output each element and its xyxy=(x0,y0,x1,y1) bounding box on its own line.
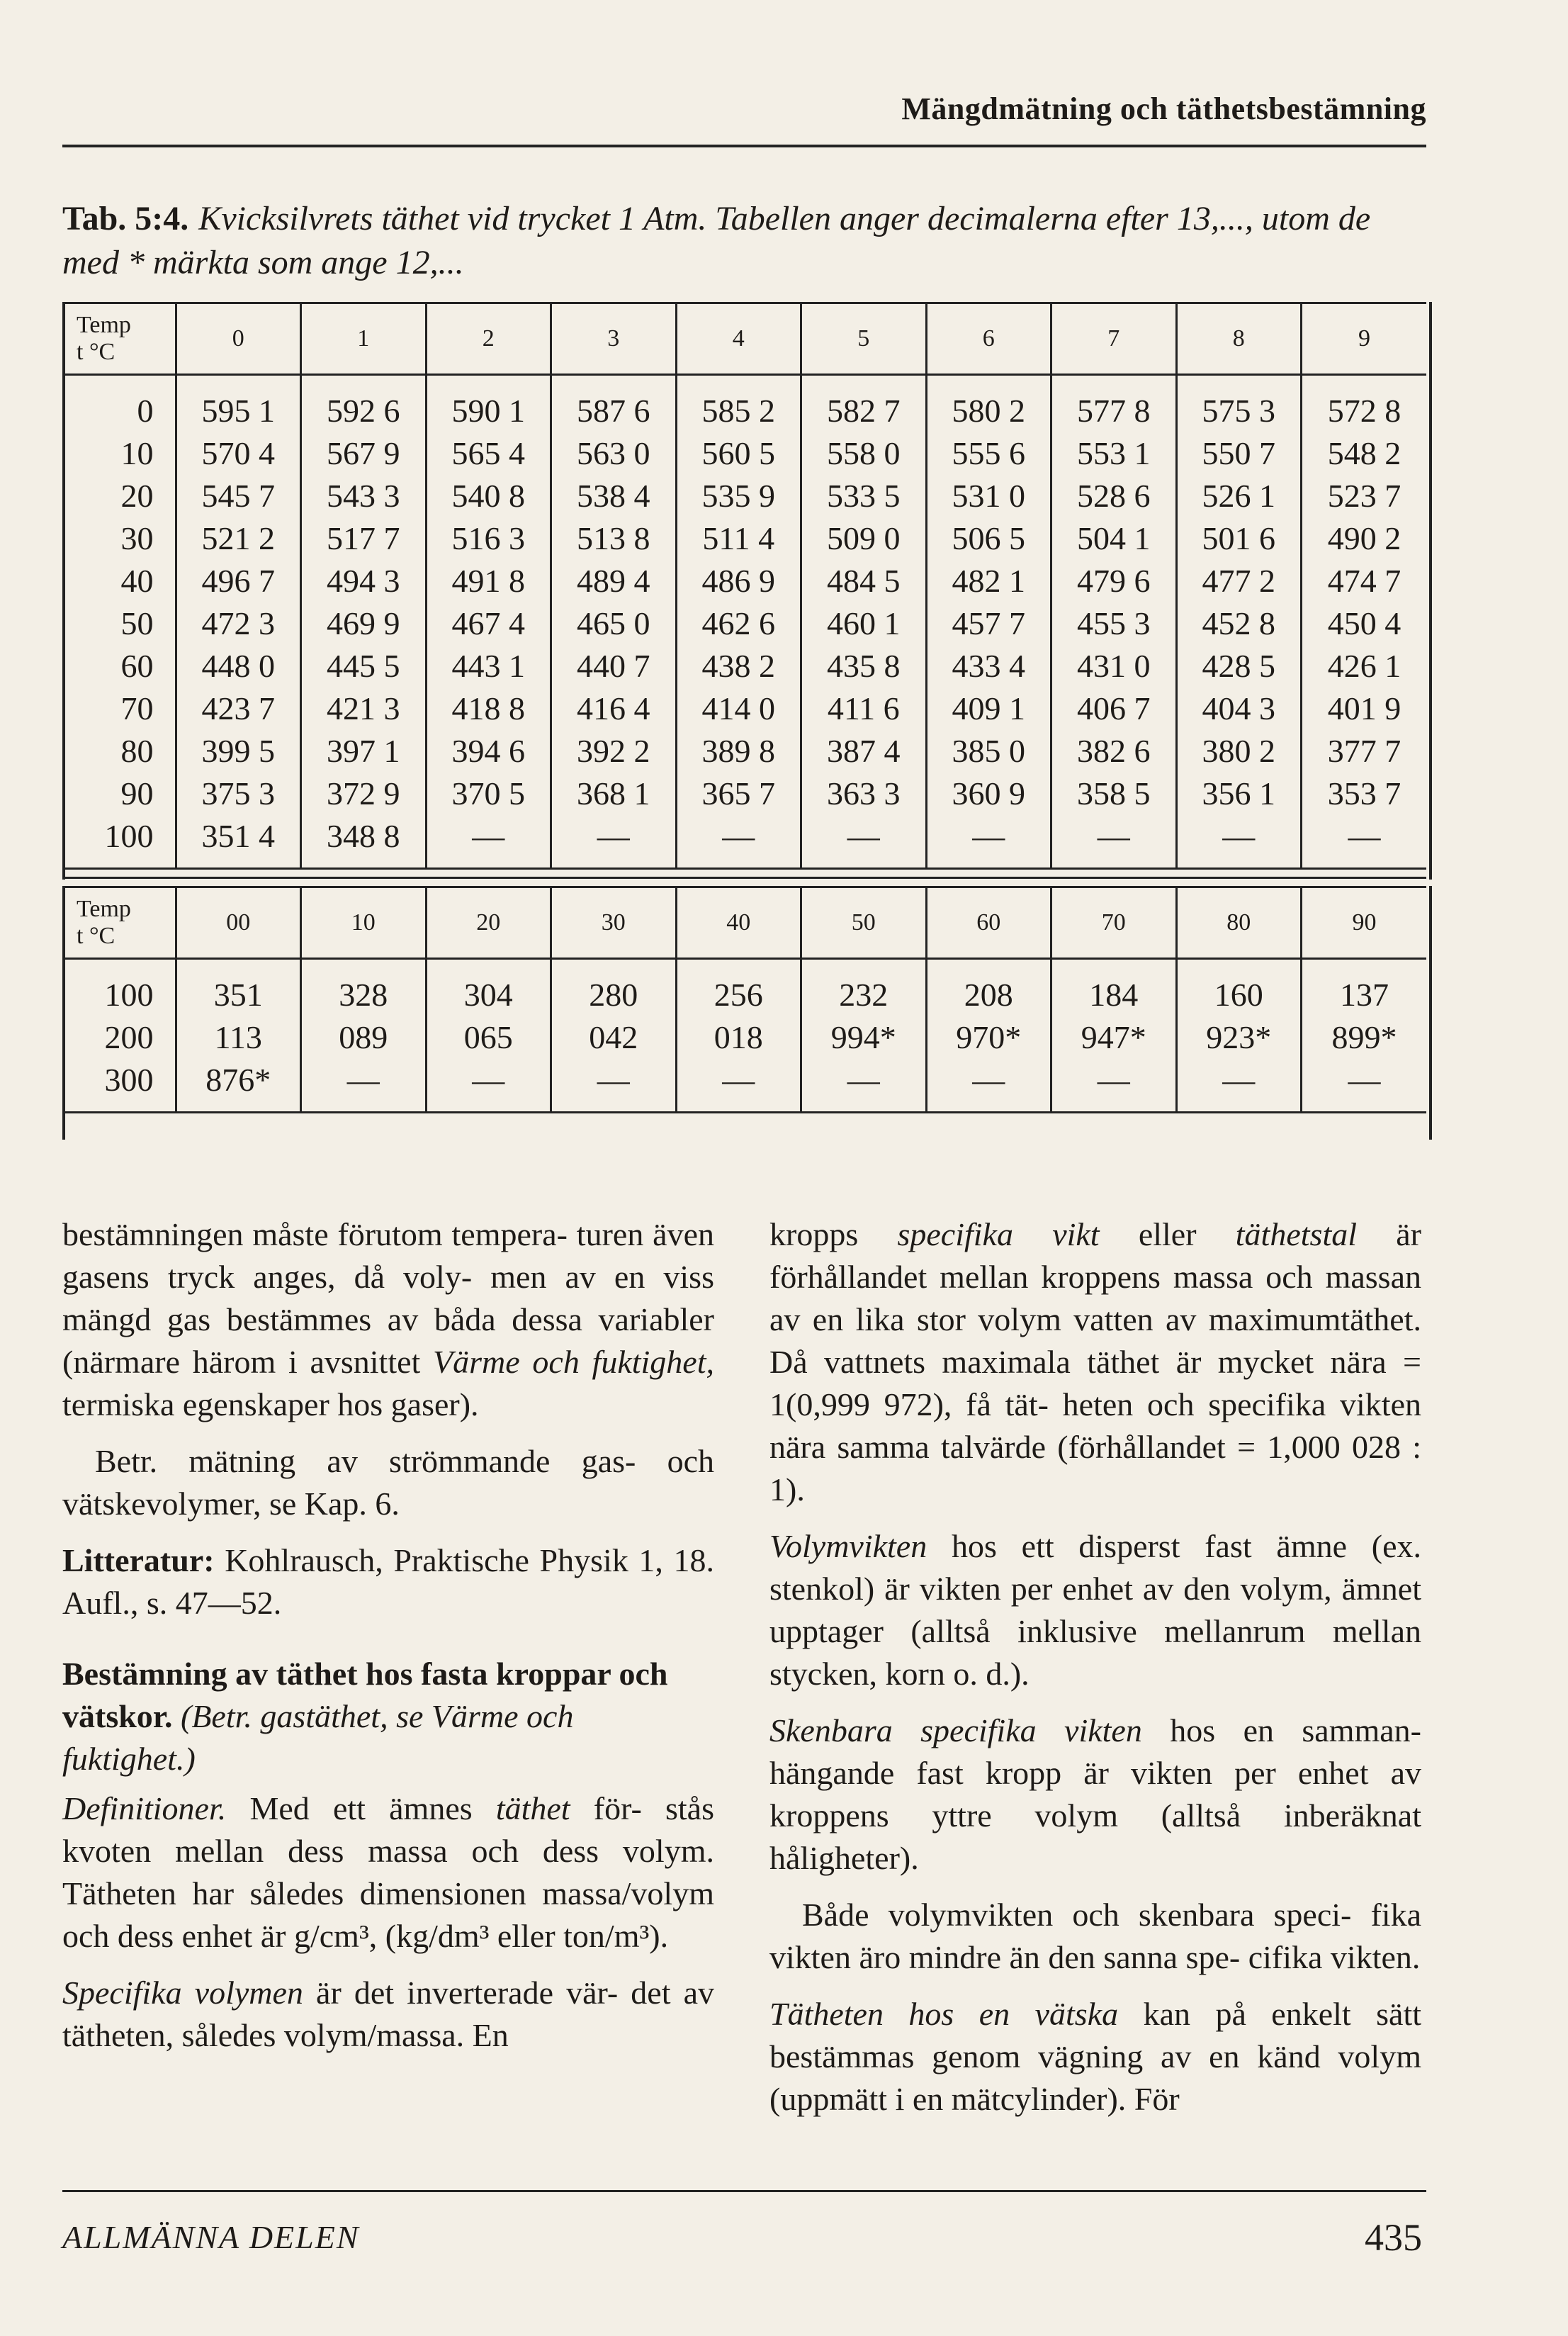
temperature-cell: 0 xyxy=(137,393,154,429)
table-frame xyxy=(62,886,1432,1140)
table-cell: 389 8 xyxy=(676,730,801,773)
table-cell: 555 6 xyxy=(926,432,1051,475)
paragraph: Definitioner. Med ett ämnes täthet för- stås kvoten mellan dess massa och dess volym. Tätheten har således dimensionen massa/volym och dess enhet är g/cm³, (kg/dm³ eller ton/m³). xyxy=(62,1790,715,1954)
column-header: 5 xyxy=(801,303,927,375)
table-cell: 484 5 xyxy=(801,560,927,602)
table-cell: — xyxy=(1051,815,1177,858)
table-cell: 380 2 xyxy=(1176,730,1302,773)
paragraph: Skenbara specifika vikten hos en samman- hängande fast kropp är vikten per enhet av kroppens yttre volym (alltså inberäknat håligheter). xyxy=(769,1712,1422,1876)
table-cell: 232 xyxy=(801,974,927,1016)
table-cell: 509 0 xyxy=(801,517,927,560)
temperature-cell: 40 xyxy=(120,563,154,599)
table-cell: 375 3 xyxy=(176,773,301,815)
table-cell: 511 4 xyxy=(676,517,801,560)
table-cell: 553 1 xyxy=(1051,432,1177,475)
paragraph: Specifika volymen är det inverterade vär- det av tätheten, således volym/massa. En xyxy=(62,1975,715,2053)
table-cell: 401 9 xyxy=(1302,687,1427,730)
header-rule xyxy=(62,145,1426,147)
table-cell: 404 3 xyxy=(1176,687,1302,730)
literature-reference: Litteratur: Kohlrausch, Praktische Physik 1, 18. Aufl., s. 47—52. xyxy=(62,1542,715,1621)
table-cell: 548 2 xyxy=(1302,432,1427,475)
table-cell: — xyxy=(801,1059,927,1101)
column-header: 30 xyxy=(551,887,677,959)
table-cell: 394 6 xyxy=(426,730,551,773)
table-cell: 356 1 xyxy=(1176,773,1302,815)
table-cell: 479 6 xyxy=(1051,560,1177,602)
table-cell: 089 xyxy=(301,1016,427,1059)
table-cell: 455 3 xyxy=(1051,602,1177,645)
table-cell: 486 9 xyxy=(676,560,801,602)
table-cell: — xyxy=(1176,815,1302,858)
temperature-cell: 100 xyxy=(104,818,154,854)
table-cell: — xyxy=(926,815,1051,858)
table-cell: 563 0 xyxy=(551,432,677,475)
table-cell: 572 8 xyxy=(1302,390,1427,432)
table-cell: 414 0 xyxy=(676,687,801,730)
table-cell: 440 7 xyxy=(551,645,677,687)
table-cell: 358 5 xyxy=(1051,773,1177,815)
table-cell: 351 4 xyxy=(176,815,301,858)
text-column-left xyxy=(62,1213,714,2071)
table-cell: 392 2 xyxy=(551,730,677,773)
paragraph: bestämningen måste förutom tempera- turen även gasens tryck anges, då voly- men av en viss mängd gas bestämmes av båda dessa variabler (närmare härom i avsnittet Värme och fuktighet, termiska egenskaper hos gaser). xyxy=(62,1216,715,1422)
paragraph: kropps specifika vikt eller täthetstal är förhållandet mellan kroppens massa och massan av en lika stor volym vatten av maximumtäthet. Då vattnets maximala täthet är mycket nära = 1(0,999 972), få tät- heten och specifika vikten nära samma talvärde (förhållandet = 1,000 028 : 1). xyxy=(769,1216,1421,1507)
table-cell: 460 1 xyxy=(801,602,927,645)
table-cell: — xyxy=(676,1059,801,1101)
table-cell: 208 xyxy=(926,974,1051,1016)
table-cell: 360 9 xyxy=(926,773,1051,815)
running-head: Mängdmätning och täthetsbestämning xyxy=(901,91,1426,126)
table-cell: 489 4 xyxy=(551,560,677,602)
footer-rule xyxy=(62,2190,1426,2192)
table-cell: — xyxy=(1051,1059,1177,1101)
table-cell: 462 6 xyxy=(676,602,801,645)
table-cell: 365 7 xyxy=(676,773,801,815)
table-cell: 280 xyxy=(551,974,677,1016)
table-cell: 018 xyxy=(676,1016,801,1059)
temp-header: Temp t °C xyxy=(62,887,176,959)
temperature-cell: 20 xyxy=(120,478,154,514)
table-cell: 418 8 xyxy=(426,687,551,730)
table-cell: 387 4 xyxy=(801,730,927,773)
table-cell: 416 4 xyxy=(551,687,677,730)
table-cell: 517 7 xyxy=(301,517,427,560)
table-cell: 528 6 xyxy=(1051,475,1177,517)
text-column-right xyxy=(769,1213,1421,2135)
table-cell: 382 6 xyxy=(1051,730,1177,773)
table-cell: 550 7 xyxy=(1176,432,1302,475)
table-cell: 137 xyxy=(1302,974,1427,1016)
table-cell: 523 7 xyxy=(1302,475,1427,517)
table-cell: 496 7 xyxy=(176,560,301,602)
paragraph: Tätheten hos en vätska kan på enkelt sätt bestämmas genom vägning av en känd volym (uppmätt i en mätcylinder). För xyxy=(769,1996,1422,2117)
temperature-cell: 100 xyxy=(104,977,154,1013)
table-cell: 595 1 xyxy=(176,390,301,432)
paragraph: Betr. mätning av strömmande gas- och vätskevolymer, se Kap. 6. xyxy=(62,1443,714,1522)
table-frame xyxy=(62,302,1432,880)
column-header: 2 xyxy=(426,303,551,375)
table-cell: 445 5 xyxy=(301,645,427,687)
column-header: 1 xyxy=(301,303,427,375)
table-cell: 540 8 xyxy=(426,475,551,517)
table-cell: 472 3 xyxy=(176,602,301,645)
table-cell: 433 4 xyxy=(926,645,1051,687)
table-cell: 504 1 xyxy=(1051,517,1177,560)
table-cell: 385 0 xyxy=(926,730,1051,773)
column-header: 0 xyxy=(176,303,301,375)
table-cell: 397 1 xyxy=(301,730,427,773)
table-cell: 545 7 xyxy=(176,475,301,517)
table-cell: — xyxy=(801,815,927,858)
temperature-cell: 300 xyxy=(104,1062,154,1098)
table-cell: 435 8 xyxy=(801,645,927,687)
table-cell: 353 7 xyxy=(1302,773,1427,815)
column-header: 70 xyxy=(1051,887,1177,959)
temperature-cell: 60 xyxy=(120,648,154,684)
column-header: 60 xyxy=(926,887,1051,959)
table-cell: 516 3 xyxy=(426,517,551,560)
table-cell: 256 xyxy=(676,974,801,1016)
table-cell: 494 3 xyxy=(301,560,427,602)
table-cell: 438 2 xyxy=(676,645,801,687)
table-cell: 363 3 xyxy=(801,773,927,815)
table-cell: 501 6 xyxy=(1176,517,1302,560)
column-header: 90 xyxy=(1302,887,1427,959)
table-cell: 467 4 xyxy=(426,602,551,645)
temperature-cell: 30 xyxy=(120,520,154,556)
table-cell: 531 0 xyxy=(926,475,1051,517)
table-cell: 457 7 xyxy=(926,602,1051,645)
table-cell: 042 xyxy=(551,1016,677,1059)
column-header: 20 xyxy=(426,887,551,959)
paragraph: Både volymvikten och skenbara speci- fika vikten äro mindre än den sanna spe- cifika vikten. xyxy=(769,1897,1421,1975)
table-cell: 577 8 xyxy=(1051,390,1177,432)
table-cell: 411 6 xyxy=(801,687,927,730)
table-cell: — xyxy=(1302,815,1427,858)
table-cell: 923* xyxy=(1176,1016,1302,1059)
table-caption-text: Kvicksilvrets täthet vid trycket 1 Atm. Tabellen anger decimalerna efter 13,..., utom de med * märkta som ange 12,... xyxy=(62,200,1371,281)
temp-header: Temp t °C xyxy=(62,303,176,375)
table-cell: 582 7 xyxy=(801,390,927,432)
table-caption xyxy=(62,197,1426,285)
table-cell: 876* xyxy=(176,1059,301,1101)
table-cell: 970* xyxy=(926,1016,1051,1059)
table-cell: 450 4 xyxy=(1302,602,1427,645)
column-header: 80 xyxy=(1176,887,1302,959)
table-cell: 368 1 xyxy=(551,773,677,815)
column-header: 50 xyxy=(801,887,927,959)
table-cell: — xyxy=(551,815,677,858)
table-cell: 590 1 xyxy=(426,390,551,432)
column-header: 7 xyxy=(1051,303,1177,375)
column-header: 40 xyxy=(676,887,801,959)
table-cell: 423 7 xyxy=(176,687,301,730)
table-cell: 372 9 xyxy=(301,773,427,815)
table-cell: 947* xyxy=(1051,1016,1177,1059)
table-cell: 370 5 xyxy=(426,773,551,815)
table-cell: 428 5 xyxy=(1176,645,1302,687)
table-cell: 506 5 xyxy=(926,517,1051,560)
table-cell: 160 xyxy=(1176,974,1302,1016)
table-cell: 587 6 xyxy=(551,390,677,432)
table-cell: 113 xyxy=(176,1016,301,1059)
table-cell: 409 1 xyxy=(926,687,1051,730)
column-header: 6 xyxy=(926,303,1051,375)
table-cell: 585 2 xyxy=(676,390,801,432)
table-cell: — xyxy=(1302,1059,1427,1101)
table-cell: 065 xyxy=(426,1016,551,1059)
table-cell: 184 xyxy=(1051,974,1177,1016)
table-cell: 521 2 xyxy=(176,517,301,560)
column-header: 10 xyxy=(301,887,427,959)
page-number: 435 xyxy=(1365,2216,1422,2259)
table-cell: 490 2 xyxy=(1302,517,1427,560)
table-cell: — xyxy=(426,1059,551,1101)
table-cell: 406 7 xyxy=(1051,687,1177,730)
table-cell: 421 3 xyxy=(301,687,427,730)
table-cell: 452 8 xyxy=(1176,602,1302,645)
temperature-cell: 200 xyxy=(104,1019,154,1055)
table-cell: 328 xyxy=(301,974,427,1016)
table-cell: 465 0 xyxy=(551,602,677,645)
table-cell: 535 9 xyxy=(676,475,801,517)
footer-section: ALLMÄNNA DELEN xyxy=(62,2219,360,2255)
table-cell: 558 0 xyxy=(801,432,927,475)
paragraph: Volymvikten hos ett disperst fast ämne (ex. stenkol) är vikten per enhet av den volym, ämnet upptager (alltså inklusive mellanrum mellan stycken, korn o. d.). xyxy=(769,1528,1422,1692)
table-cell: 899* xyxy=(1302,1016,1427,1059)
table-cell: 575 3 xyxy=(1176,390,1302,432)
temperature-cell: 90 xyxy=(120,775,154,812)
table-cell: 482 1 xyxy=(926,560,1051,602)
table-cell: 994* xyxy=(801,1016,927,1059)
table-cell: 570 4 xyxy=(176,432,301,475)
table-cell: 304 xyxy=(426,974,551,1016)
column-header: 9 xyxy=(1302,303,1427,375)
table-label: Tab. 5:4. xyxy=(62,200,189,237)
table-cell: 580 2 xyxy=(926,390,1051,432)
table-cell: 560 5 xyxy=(676,432,801,475)
temperature-cell: 80 xyxy=(120,733,154,769)
table-cell: — xyxy=(926,1059,1051,1101)
table-cell: 592 6 xyxy=(301,390,427,432)
table-cell: 448 0 xyxy=(176,645,301,687)
table-cell: — xyxy=(301,1059,427,1101)
table-cell: — xyxy=(551,1059,677,1101)
section-heading: Bestämning av täthet hos fasta kroppar och vätskor. (Betr. gastäthet, se Värme och fuktighet.) xyxy=(62,1656,668,1777)
table-cell: 538 4 xyxy=(551,475,677,517)
table-cell: 443 1 xyxy=(426,645,551,687)
table-cell: — xyxy=(1176,1059,1302,1101)
column-header: 8 xyxy=(1176,303,1302,375)
column-header: 00 xyxy=(176,887,301,959)
table-cell: 377 7 xyxy=(1302,730,1427,773)
table-cell: 399 5 xyxy=(176,730,301,773)
table-cell: 526 1 xyxy=(1176,475,1302,517)
table-cell: — xyxy=(676,815,801,858)
table-cell: — xyxy=(426,815,551,858)
table-cell: 543 3 xyxy=(301,475,427,517)
temperature-cell: 50 xyxy=(120,605,154,641)
table-cell: 567 9 xyxy=(301,432,427,475)
table-cell: 351 xyxy=(176,974,301,1016)
table-cell: 491 8 xyxy=(426,560,551,602)
column-header: 3 xyxy=(551,303,677,375)
temperature-cell: 10 xyxy=(120,435,154,471)
table-cell: 474 7 xyxy=(1302,560,1427,602)
table-cell: 533 5 xyxy=(801,475,927,517)
column-header: 4 xyxy=(676,303,801,375)
table-cell: 513 8 xyxy=(551,517,677,560)
table-cell: 469 9 xyxy=(301,602,427,645)
table-cell: 431 0 xyxy=(1051,645,1177,687)
table-cell: 348 8 xyxy=(301,815,427,858)
table-cell: 477 2 xyxy=(1176,560,1302,602)
temperature-cell: 70 xyxy=(120,690,154,726)
table-cell: 426 1 xyxy=(1302,645,1427,687)
table-cell: 565 4 xyxy=(426,432,551,475)
